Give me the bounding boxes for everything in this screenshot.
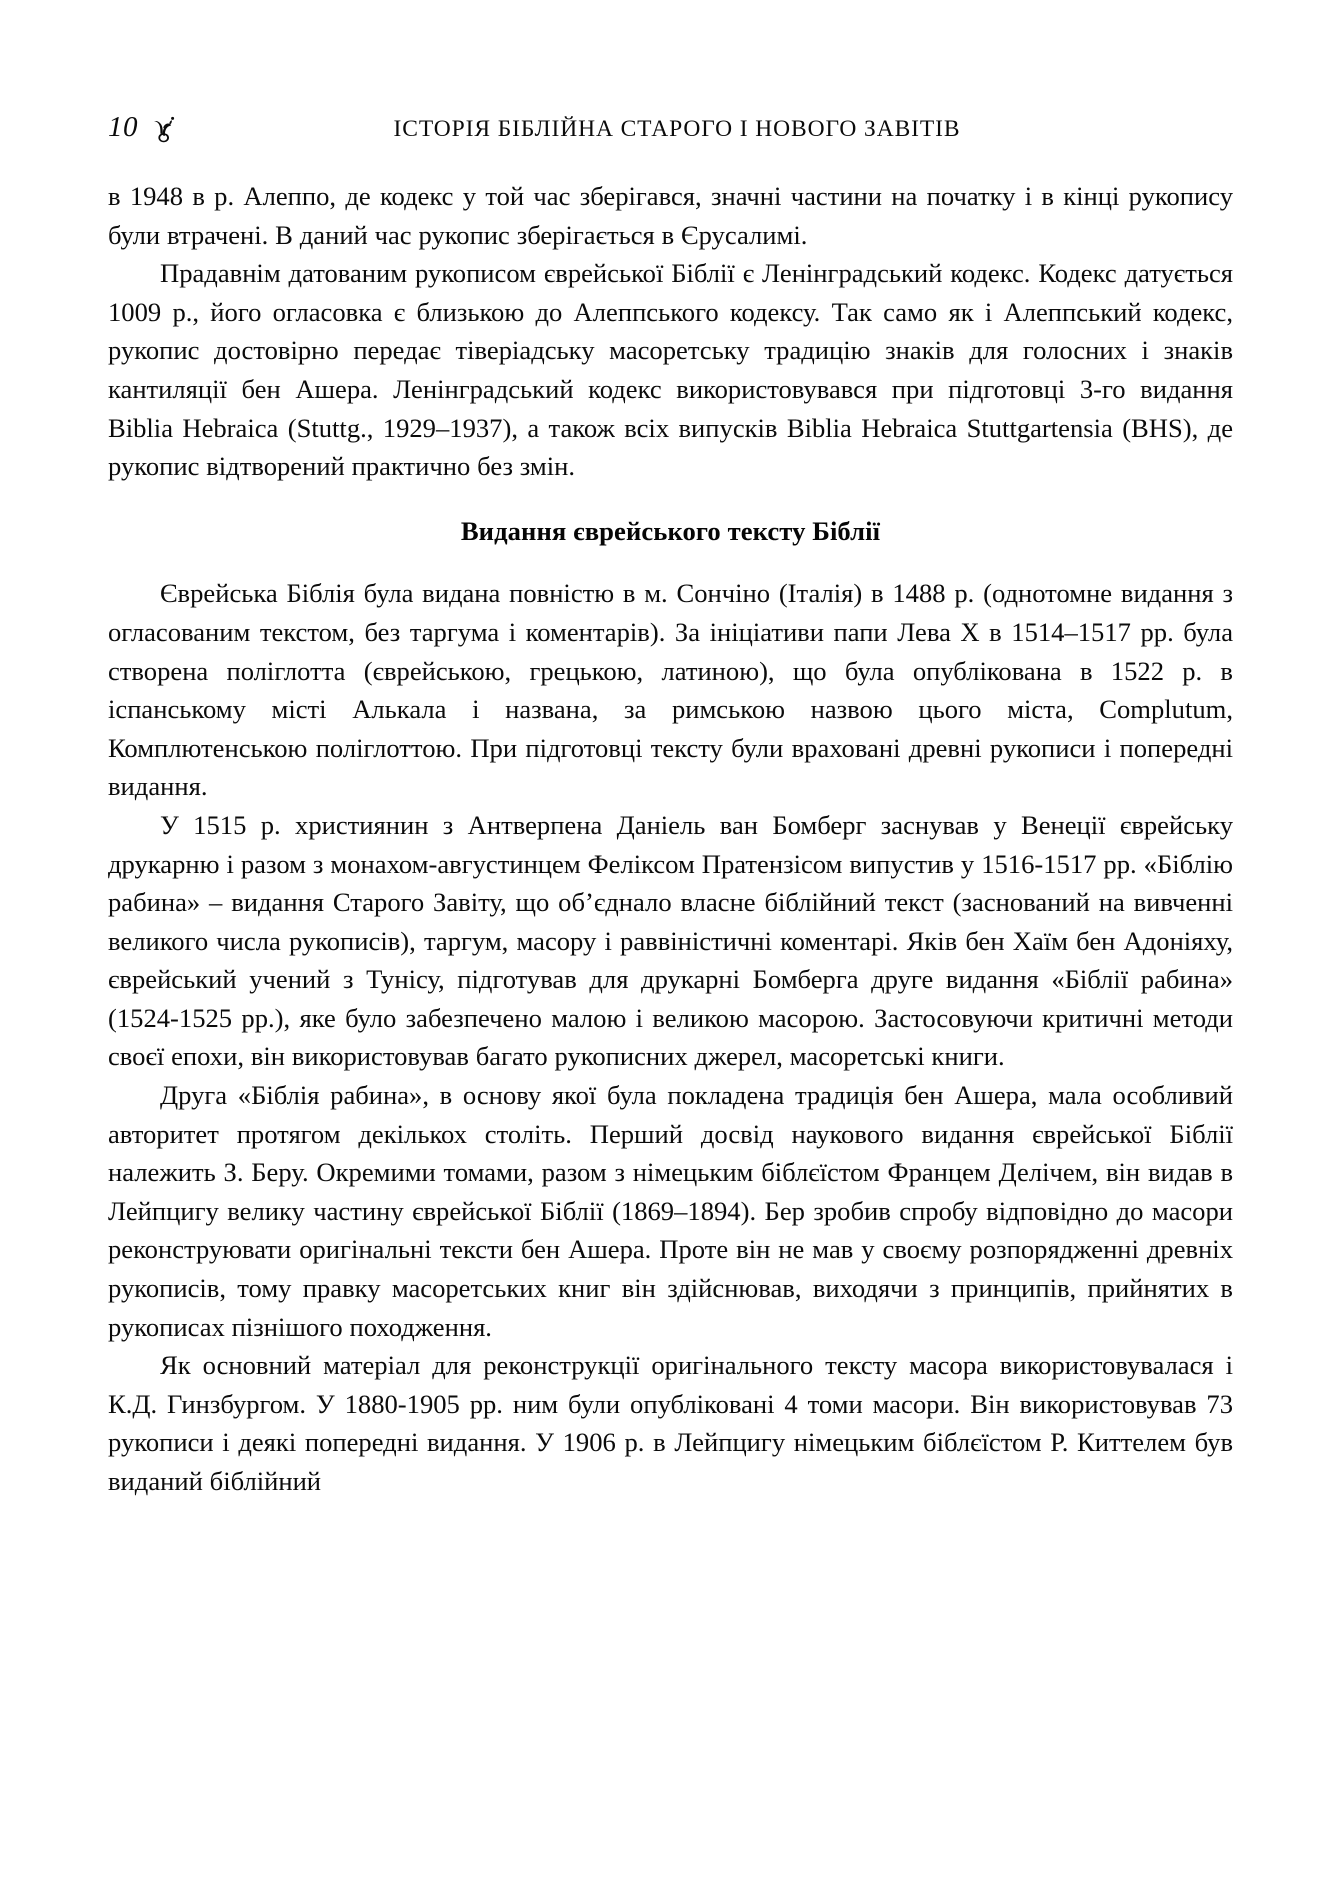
fleuron-ornament-icon <box>151 114 177 144</box>
paragraph-soncino: Єврейська Біблія була видана повністю в м. Сончіно (Італія) в 1488 р. (однотомне видання з огласованим текстом, без таргума і коментарів). За ініціативи папи Лева X в 1514–1517 рр. була створена поліглотта (єврейською, грецькою, латиною), що була опублікована в 1522 р. в іспанському місті Алькала і названа, за римською назвою цього міста, Complutum, Комплютенською поліглоттою. При підготовці тексту були враховані древні рукописи і попередні видання. <box>108 578 1233 802</box>
paragraph-ginsburg: Як основний матеріал для реконструкції оригінального тексту масора використовувалася і К.Д. Гинзбургом. У 1880-1905 рр. ним були опубліковані 4 томи масори. Він використовував 73 рукописи і деякі попередні видання. У 1906 р. в Лейпцигу німецьким біблєїстом Р. Киттелем був виданий біблійний <box>108 1350 1233 1496</box>
paragraph-second-rabbinic-bible: Друга «Біблія рабина», в основу якої була покладена традиція бен Ашера, мала особливий авторитет протягом декількох століть. Перший досвід наукового видання єврейської Біблії належить З. Беру. Окремими томами, разом з німецьким біблєїстом Францем Делічем, він видав в Лейпцигу велику частину єврейської Біблії (1869–1894). Бер зробив спробу відповідно до масори реконструювати оригінальні тексти бен Ашера. Проте він не мав у своєму розпорядженні древніх рукописів, тому правку масоретських книг він здійснював, виходячи з принципів, прийнятих в рукописах пізнішого походження. <box>108 1080 1233 1342</box>
running-header <box>108 112 1233 154</box>
paragraph-bomberg: У 1515 р. християнин з Антверпена Даніель ван Бомберг заснував у Венеції єврейську друкарню і разом з монахом-августинцем Феліксом Пратензісом випустив у 1516-1517 рр. «Біблію рабина» – видання Старого Завіту, що об’єднало власне біблійний текст (заснований на вивченні великого числа рукописів), таргум, масору і раввіністичні коментарі. Яків бен Хаїм бен Адоніяху, єврейський учений з Тунісу, підготував для друкарні Бомберга друге видання «Біблії рабина» (1524-1525 рр.), яке було забезпечено малою і великою масорою. Застосовуючи критичні методи своєї епохи, він використовував багато рукописних джерел, масоретські книги. <box>108 809 1233 1072</box>
paragraph-aleppo: в 1948 в р. Алеппо, де кодекс у той час зберігався, значні частини на початку і в кінці рукопису були втрачені. В даний час рукопис зберігається в Єрусалимі. <box>108 181 1233 250</box>
folio-group <box>108 112 177 142</box>
paragraph-leningrad-codex: Прадавнім датованим рукописом єврейської Біблії є Ленінградський кодекс. Кодекс датується 1009 р., його огласовка є близькою до Алеппського кодексу. Так само як і Алеппський кодекс, рукопис достовірно передає тіверіадську масоретську традицію знаків для голосних і знаків кантиляції бен Ашера. Ленінградський кодекс використовувався при підготовці 3-го видання Biblia Hebraica (Stuttg., 1929–1937), а також всіх випусків Biblia Hebraica Stuttgartensia (BHS), де рукопис відтворений практично без змін. <box>108 258 1233 482</box>
running-header-title: ІСТОРІЯ БІБЛІЙНА СТАРОГО І НОВОГО ЗАВІТІВ <box>393 115 961 142</box>
page-number: 10 <box>108 110 138 143</box>
section-heading: Видання єврейського тексту Біблії <box>460 515 881 546</box>
page-text-block <box>108 177 1233 1501</box>
